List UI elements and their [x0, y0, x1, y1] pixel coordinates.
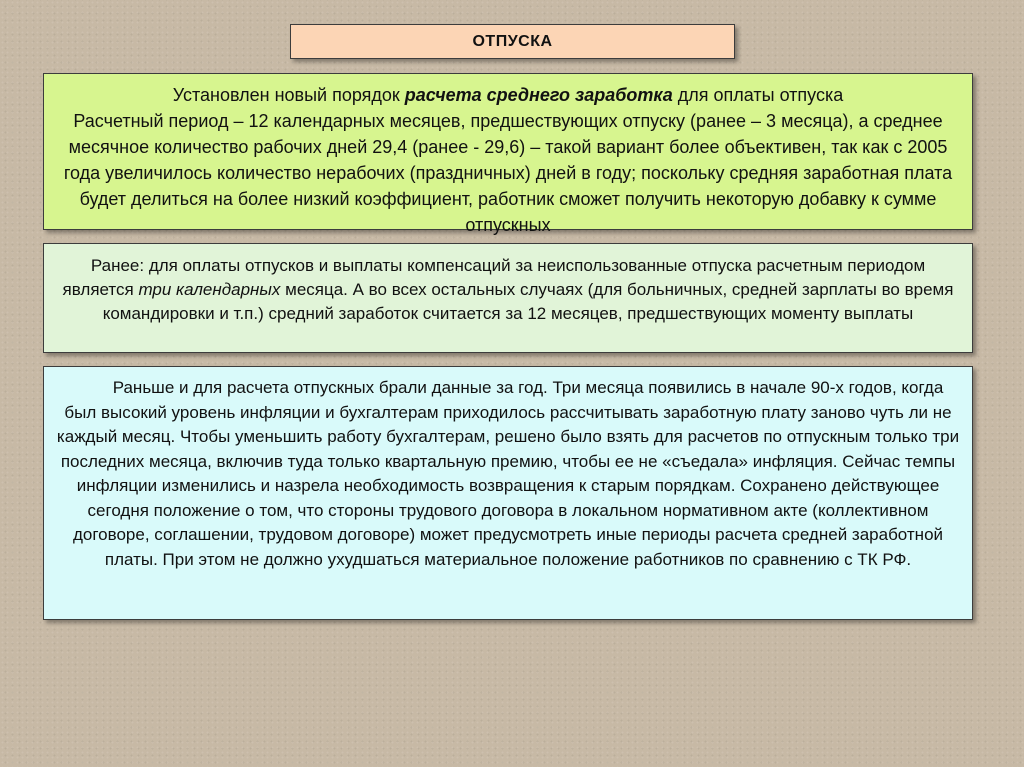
history-block — [43, 366, 973, 620]
new-order-text-end: для оплаты отпуска — [672, 85, 844, 105]
new-order-details: Расчетный период – 12 календарных месяцев, предшествующих отпуску (ранее – 3 месяца), а среднее месячное количество рабочих дней 29,4 (ранее - 29,6) – такой вариант более объективен, так как с 2005 года увеличилось количество нерабочих (праздничных) дней в году; поскольку средняя заработная плата будет делиться на более низкий коэффициент, работник сможет получить некоторую добавку к сумме отпускных — [63, 111, 953, 235]
title-box — [290, 24, 735, 59]
history-text: Раньше и для расчета отпускных брали данные за год. Три месяца появились в начале 90-х годов, когда был высокий уровень инфляции и бухгалтерам приходилось рассчитывать заработную плату заново чуть ли не каждый месяц. Чтобы уменьшить работу бухгалтерам, решено было взять для расчетов по отпускным только три последних месяца, включив туда только квартальную премию, чтобы ее не «съедала» инфляция. Сейчас темпы инфляции изменились и назрела необходимость возвращения к старым порядкам. Сохранено действующее сегодня положение о том, что стороны трудового договора в локальном нормативном акте (коллективном договоре, соглашении, трудовом договоре) может предусмотреть иные периоды расчета средней заработной платы. При этом не должно ухудшаться материальное положение работников по сравнению с ТК РФ. — [56, 378, 960, 569]
previous-order-text-end: месяца. А во всех остальных случаях (для больничных, средней зарплаты во время командировки и т.п.) средний заработок считается за 12 месяцев, предшествующих моменту выплаты — [102, 280, 954, 323]
new-order-block — [43, 73, 973, 235]
new-order-emphasis: расчета среднего заработка — [404, 85, 673, 105]
previous-order-text-start: Ранее: для оплаты отпусков и выплаты компенсаций за неиспользованные отпуска расчетным периодом является — [62, 256, 926, 299]
previous-order-emphasis: три календарных — [138, 280, 281, 299]
slide-title: ОТПУСКА — [472, 32, 553, 50]
previous-order-block — [43, 243, 973, 353]
new-order-text-start: Установлен новый порядок — [172, 85, 405, 105]
